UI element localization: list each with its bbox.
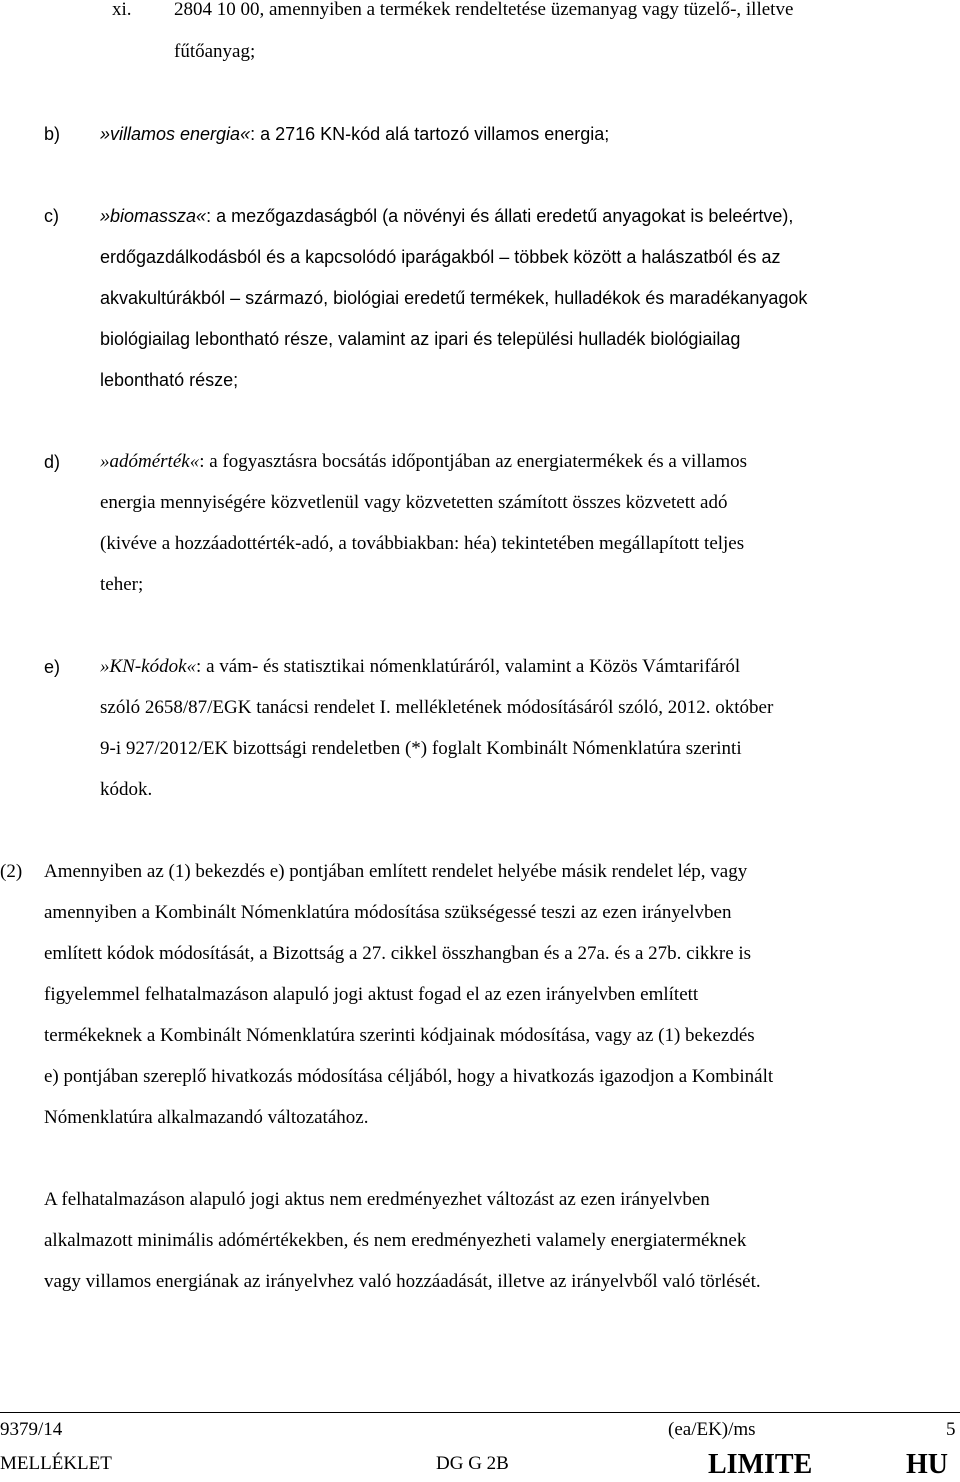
footer-author: (ea/EK)/ms (668, 1419, 756, 1440)
def-e-line-3: 9-i 927/2012/EK bizottsági rendeletben (*) foglalt Kombinált Nómenklatúra szerinti (100, 738, 742, 759)
para-after-line-1: A felhatalmazáson alapuló jogi aktus nem eredményezhet változást az ezen irányelvben (44, 1189, 710, 1210)
footer-annex: MELLÉKLET (0, 1453, 112, 1474)
footer-lang: HU (906, 1449, 948, 1480)
def-d-line-3: (kivéve a hozzáadottérték-adó, a továbbiakban: héa) tekintetében megállapított teljes (100, 533, 745, 554)
def-c-line-5: lebontható része; (100, 370, 239, 390)
def-d-term: »adómérték« (100, 451, 200, 472)
def-b-term: »villamos energia« (100, 124, 251, 144)
def-d-line-2: energia mennyiségére közvetlenül vagy közvetetten számított összes közvetett adó (100, 492, 728, 513)
para-after-line-2: alkalmazott minimális adómértékekben, és nem eredményezheti valamely energiaterméknek (44, 1230, 747, 1251)
def-c-line-2: erdőgazdálkodásból és a kapcsolódó iparágakból – többek között a halászatból és az (100, 247, 781, 267)
para-2-line-2: amennyiben a Kombinált Nómenklatúra módosítása szükségessé teszi az ezen irányelvben (44, 902, 732, 923)
def-label-c: c) (44, 206, 59, 226)
footer-limite: LIMITE (708, 1449, 813, 1480)
footer-page-number: 5 (946, 1419, 956, 1440)
item-xi-line-1: 2804 10 00, amennyiben a termékek rendeltetése üzemanyag vagy tüzelő-, illetve (174, 0, 794, 20)
def-b-text: : a 2716 KN-kód alá tartozó villamos energia; (250, 124, 610, 144)
def-e-text: : a vám- és statisztikai nómenklatúráról, valamint a Közös Vámtarifáról (196, 656, 741, 677)
def-e-line-4: kódok. (100, 779, 153, 800)
def-label-b: b) (44, 124, 61, 144)
def-d-text: : a fogyasztásra bocsátás időpontjában az energiatermékek és a villamos (199, 451, 748, 472)
def-e-line-1 (100, 655, 740, 679)
def-d-line-4: teher; (100, 574, 144, 595)
def-c-text: : a mezőgazdaságból (a növényi és állati eredetű anyagokat is beleértve), (206, 206, 794, 226)
def-e-line-2: szóló 2658/87/EGK tanácsi rendelet I. mellékletének módosításáról szóló, 2012. október (100, 697, 774, 718)
para-2-line-1: Amennyiben az (1) bekezdés e) pontjában említett rendelet helyébe másik rendelet lép, vagy (44, 861, 748, 882)
def-label-d: d) (44, 452, 61, 472)
para-2-line-4: figyelemmel felhatalmazáson alapuló jogi aktust fogad el az ezen irányelvben említett (44, 984, 699, 1005)
item-label-xi: xi. (112, 0, 132, 20)
def-label-e: e) (44, 657, 61, 677)
footer-rule (0, 1412, 960, 1413)
footer-dg: DG G 2B (436, 1453, 509, 1474)
item-xi-line-2: fűtőanyag; (174, 41, 256, 62)
paragraph-label-2: (2) (0, 861, 23, 882)
para-2-line-3: említett kódok módosítását, a Bizottság a 27. cikkel összhangban és a 27a. és a 27b. cikkre is (44, 943, 752, 964)
def-e-term: »KN-kódok« (100, 656, 197, 677)
def-c-line-3: akvakultúrákból – származó, biológiai eredetű termékek, hulladékok és maradékanyagok (100, 288, 808, 308)
para-2-line-7: Nómenklatúra alkalmazandó változatához. (44, 1107, 369, 1128)
para-2-line-5: termékeknek a Kombinált Nómenklatúra szerinti kódjainak módosítása, vagy az (1) bekezdés (44, 1025, 755, 1046)
def-c-term: »biomassza« (100, 206, 207, 226)
para-2-line-6: e) pontjában szereplő hivatkozás módosítása céljából, hogy a hivatkozás igazodjon a Kombinált (44, 1066, 774, 1087)
def-c-line-4: biológiailag lebontható része, valamint az ipari és települési hulladék biológiailag (100, 329, 741, 349)
para-after-line-3: vagy villamos energiának az irányelvhez való hozzáadását, illetve az irányelvből való törlését. (44, 1271, 761, 1292)
footer-doc-number: 9379/14 (0, 1419, 63, 1440)
def-d-line-1 (100, 450, 747, 474)
def-b-line-1 (100, 122, 609, 146)
def-c-line-1 (100, 204, 793, 228)
